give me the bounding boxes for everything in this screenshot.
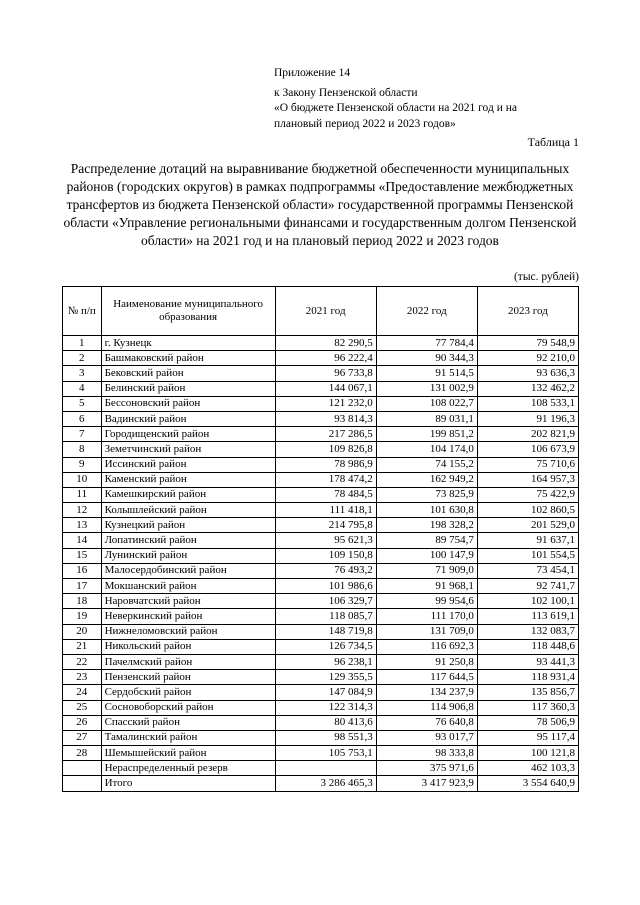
municipality-name: Белинский район xyxy=(101,381,275,396)
value-2022: 375 971,6 xyxy=(376,761,477,776)
value-2022: 91 514,5 xyxy=(376,366,477,381)
row-number: 3 xyxy=(63,366,102,381)
appendix-law: к Закону Пензенской области xyxy=(274,86,418,99)
value-2023: 102 860,5 xyxy=(477,503,578,518)
row-number: 13 xyxy=(63,518,102,533)
municipality-name: Бековский район xyxy=(101,366,275,381)
municipality-name: Малосердобинский район xyxy=(101,563,275,578)
municipality-name: Кузнецкий район xyxy=(101,518,275,533)
value-2021: 101 986,6 xyxy=(275,579,376,594)
table-row xyxy=(63,518,579,533)
value-2022: 131 002,9 xyxy=(376,381,477,396)
value-2022: 73 825,9 xyxy=(376,487,477,502)
municipality-name: Итого xyxy=(101,776,275,791)
row-number: 8 xyxy=(63,442,102,457)
value-2022: 117 644,5 xyxy=(376,670,477,685)
municipality-name: Вадинский район xyxy=(101,411,275,426)
row-number: 24 xyxy=(63,685,102,700)
row-number: 11 xyxy=(63,487,102,502)
value-2023: 118 931,4 xyxy=(477,670,578,685)
table-row xyxy=(63,654,579,669)
header-number: № п/п xyxy=(63,287,102,336)
value-2022: 104 174,0 xyxy=(376,442,477,457)
value-2023: 113 619,1 xyxy=(477,609,578,624)
header-2023: 2023 год xyxy=(477,287,578,336)
row-number: 5 xyxy=(63,396,102,411)
row-number xyxy=(63,761,102,776)
value-2022: 198 328,2 xyxy=(376,518,477,533)
row-number: 10 xyxy=(63,472,102,487)
value-2022: 199 851,2 xyxy=(376,427,477,442)
value-2022: 76 640,8 xyxy=(376,715,477,730)
table-row xyxy=(63,548,579,563)
municipality-name: Колышлейский район xyxy=(101,503,275,518)
table-row xyxy=(63,533,579,548)
value-2023: 95 117,4 xyxy=(477,730,578,745)
table-row xyxy=(63,411,579,426)
table-body xyxy=(63,336,579,792)
municipality-name: Нижнеломовский район xyxy=(101,624,275,639)
value-2023: 93 636,3 xyxy=(477,366,578,381)
value-2022: 114 906,8 xyxy=(376,700,477,715)
appendix-law-title-1: «О бюджете Пензенской области на 2021 год и на xyxy=(274,102,517,114)
value-2023: 91 637,1 xyxy=(477,533,578,548)
value-2021: 93 814,3 xyxy=(275,411,376,426)
value-2021: 118 085,7 xyxy=(275,609,376,624)
header-2021: 2021 год xyxy=(275,287,376,336)
value-2021: 109 826,8 xyxy=(275,442,376,457)
header-municipality: Наименование муниципального образования xyxy=(101,287,275,336)
value-2023: 118 448,6 xyxy=(477,639,578,654)
value-2022: 91 250,8 xyxy=(376,654,477,669)
municipality-name: Городищенский район xyxy=(101,427,275,442)
row-number: 19 xyxy=(63,609,102,624)
table-row xyxy=(63,381,579,396)
municipality-name: Наровчатский район xyxy=(101,594,275,609)
table-row xyxy=(63,366,579,381)
value-2021: 105 753,1 xyxy=(275,746,376,761)
value-2023: 132 462,2 xyxy=(477,381,578,396)
value-2021 xyxy=(275,761,376,776)
value-2021: 95 621,3 xyxy=(275,533,376,548)
value-2021: 96 733,8 xyxy=(275,366,376,381)
table-row xyxy=(63,746,579,761)
value-2023: 135 856,7 xyxy=(477,685,578,700)
row-number: 16 xyxy=(63,563,102,578)
municipality-name: Иссинский район xyxy=(101,457,275,472)
row-number: 23 xyxy=(63,670,102,685)
value-2021: 217 286,5 xyxy=(275,427,376,442)
row-number: 2 xyxy=(63,351,102,366)
value-2022: 101 630,8 xyxy=(376,503,477,518)
value-2021: 148 719,8 xyxy=(275,624,376,639)
value-2023: 93 441,3 xyxy=(477,654,578,669)
value-2021: 98 551,3 xyxy=(275,730,376,745)
value-2023: 100 121,8 xyxy=(477,746,578,761)
value-2021: 80 413,6 xyxy=(275,715,376,730)
row-number xyxy=(63,776,102,791)
appendix-number: Приложение 14 xyxy=(274,67,351,79)
municipality-name: Лопатинский район xyxy=(101,533,275,548)
municipality-name: Башмаковский район xyxy=(101,351,275,366)
value-2022: 77 784,4 xyxy=(376,336,477,351)
municipality-name: г. Кузнецк xyxy=(101,336,275,351)
municipality-name: Лунинский район xyxy=(101,548,275,563)
value-2023: 101 554,5 xyxy=(477,548,578,563)
value-2022: 3 417 923,9 xyxy=(376,776,477,791)
municipality-name: Каменский район xyxy=(101,472,275,487)
subsidy-table xyxy=(62,286,579,792)
municipality-name: Сосновоборский район xyxy=(101,700,275,715)
table-row xyxy=(63,670,579,685)
value-2022: 131 709,0 xyxy=(376,624,477,639)
value-2022: 116 692,3 xyxy=(376,639,477,654)
row-number: 21 xyxy=(63,639,102,654)
municipality-name: Сердобский район xyxy=(101,685,275,700)
municipality-name: Неверкинский район xyxy=(101,609,275,624)
value-2023: 79 548,9 xyxy=(477,336,578,351)
row-number: 1 xyxy=(63,336,102,351)
value-2021: 96 222,4 xyxy=(275,351,376,366)
row-number: 14 xyxy=(63,533,102,548)
row-number: 18 xyxy=(63,594,102,609)
value-2023: 3 554 640,9 xyxy=(477,776,578,791)
row-number: 22 xyxy=(63,654,102,669)
value-2023: 201 529,0 xyxy=(477,518,578,533)
value-2021: 121 232,0 xyxy=(275,396,376,411)
table-row xyxy=(63,442,579,457)
value-2022: 111 170,0 xyxy=(376,609,477,624)
row-number: 12 xyxy=(63,503,102,518)
document-title: Распределение дотаций на выравнивание бюджетной обеспеченности муниципальных районов (городских округов) в рамках подпрограммы «Предоставление межбюджетных трансфертов из бюджета Пензенской области» государственной программы Пензенской области «Управление региональными финансами и государственным долгом Пензенской области» на 2021 год и на плановый период 2022 и 2023 годов xyxy=(63,161,577,248)
value-2023: 202 821,9 xyxy=(477,427,578,442)
value-2022: 98 333,8 xyxy=(376,746,477,761)
value-2023: 462 103,3 xyxy=(477,761,578,776)
value-2021: 78 484,5 xyxy=(275,487,376,502)
value-2023: 106 673,9 xyxy=(477,442,578,457)
table-row xyxy=(63,609,579,624)
value-2022: 93 017,7 xyxy=(376,730,477,745)
value-2021: 76 493,2 xyxy=(275,563,376,578)
table-row xyxy=(63,715,579,730)
table-row xyxy=(63,427,579,442)
municipality-name: Пензенский район xyxy=(101,670,275,685)
units-label: (тыс. рублей) xyxy=(513,271,579,283)
value-2022: 89 031,1 xyxy=(376,411,477,426)
value-2023: 132 083,7 xyxy=(477,624,578,639)
value-2021: 78 986,9 xyxy=(275,457,376,472)
row-number: 4 xyxy=(63,381,102,396)
value-2021: 126 734,5 xyxy=(275,639,376,654)
municipality-name: Пачелмский район xyxy=(101,654,275,669)
row-number: 15 xyxy=(63,548,102,563)
value-2022: 134 237,9 xyxy=(376,685,477,700)
municipality-name: Спасский район xyxy=(101,715,275,730)
value-2023: 91 196,3 xyxy=(477,411,578,426)
table-row xyxy=(63,730,579,745)
row-number: 25 xyxy=(63,700,102,715)
table-row xyxy=(63,685,579,700)
value-2023: 108 533,1 xyxy=(477,396,578,411)
municipality-name: Камешкирский район xyxy=(101,487,275,502)
table-row xyxy=(63,336,579,351)
value-2023: 164 957,3 xyxy=(477,472,578,487)
value-2023: 117 360,3 xyxy=(477,700,578,715)
municipality-name: Нераспределенный резерв xyxy=(101,761,275,776)
table-header-row xyxy=(63,287,579,336)
row-number: 27 xyxy=(63,730,102,745)
table-row xyxy=(63,563,579,578)
municipality-name: Бессоновский район xyxy=(101,396,275,411)
municipality-name: Тамалинский район xyxy=(101,730,275,745)
table-row xyxy=(63,351,579,366)
row-number: 7 xyxy=(63,427,102,442)
table-row xyxy=(63,639,579,654)
table-row xyxy=(63,594,579,609)
value-2022: 100 147,9 xyxy=(376,548,477,563)
value-2021: 111 418,1 xyxy=(275,503,376,518)
value-2022: 162 949,2 xyxy=(376,472,477,487)
value-2022: 108 022,7 xyxy=(376,396,477,411)
value-2022: 90 344,3 xyxy=(376,351,477,366)
value-2021: 129 355,5 xyxy=(275,670,376,685)
header-2022: 2022 год xyxy=(376,287,477,336)
table-row xyxy=(63,472,579,487)
table-row xyxy=(63,457,579,472)
table-row xyxy=(63,624,579,639)
value-2023: 92 741,7 xyxy=(477,579,578,594)
municipality-name: Никольский район xyxy=(101,639,275,654)
value-2021: 214 795,8 xyxy=(275,518,376,533)
table-row xyxy=(63,503,579,518)
table-row xyxy=(63,487,579,502)
municipality-name: Земетчинский район xyxy=(101,442,275,457)
value-2023: 78 506,9 xyxy=(477,715,578,730)
value-2022: 89 754,7 xyxy=(376,533,477,548)
value-2021: 109 150,8 xyxy=(275,548,376,563)
table-row xyxy=(63,396,579,411)
value-2023: 102 100,1 xyxy=(477,594,578,609)
table-row xyxy=(63,761,579,776)
value-2023: 75 710,6 xyxy=(477,457,578,472)
value-2023: 75 422,9 xyxy=(477,487,578,502)
row-number: 20 xyxy=(63,624,102,639)
value-2021: 3 286 465,3 xyxy=(275,776,376,791)
value-2023: 92 210,0 xyxy=(477,351,578,366)
row-number: 6 xyxy=(63,411,102,426)
table-row xyxy=(63,700,579,715)
value-2023: 73 454,1 xyxy=(477,563,578,578)
row-number: 28 xyxy=(63,746,102,761)
row-number: 17 xyxy=(63,579,102,594)
value-2022: 74 155,2 xyxy=(376,457,477,472)
value-2021: 178 474,2 xyxy=(275,472,376,487)
value-2022: 91 968,1 xyxy=(376,579,477,594)
table-row xyxy=(63,579,579,594)
value-2021: 144 067,1 xyxy=(275,381,376,396)
table-label: Таблица 1 xyxy=(527,135,579,149)
value-2021: 82 290,5 xyxy=(275,336,376,351)
value-2022: 71 909,0 xyxy=(376,563,477,578)
appendix-law-title-2: плановый период 2022 и 2023 годов» xyxy=(274,117,456,130)
row-number: 9 xyxy=(63,457,102,472)
value-2021: 122 314,3 xyxy=(275,700,376,715)
row-number: 26 xyxy=(63,715,102,730)
municipality-name: Шемышейский район xyxy=(101,746,275,761)
value-2022: 99 954,6 xyxy=(376,594,477,609)
table-row xyxy=(63,776,579,791)
value-2021: 106 329,7 xyxy=(275,594,376,609)
appendix-header xyxy=(274,66,517,132)
value-2021: 96 238,1 xyxy=(275,654,376,669)
municipality-name: Мокшанский район xyxy=(101,579,275,594)
value-2021: 147 084,9 xyxy=(275,685,376,700)
